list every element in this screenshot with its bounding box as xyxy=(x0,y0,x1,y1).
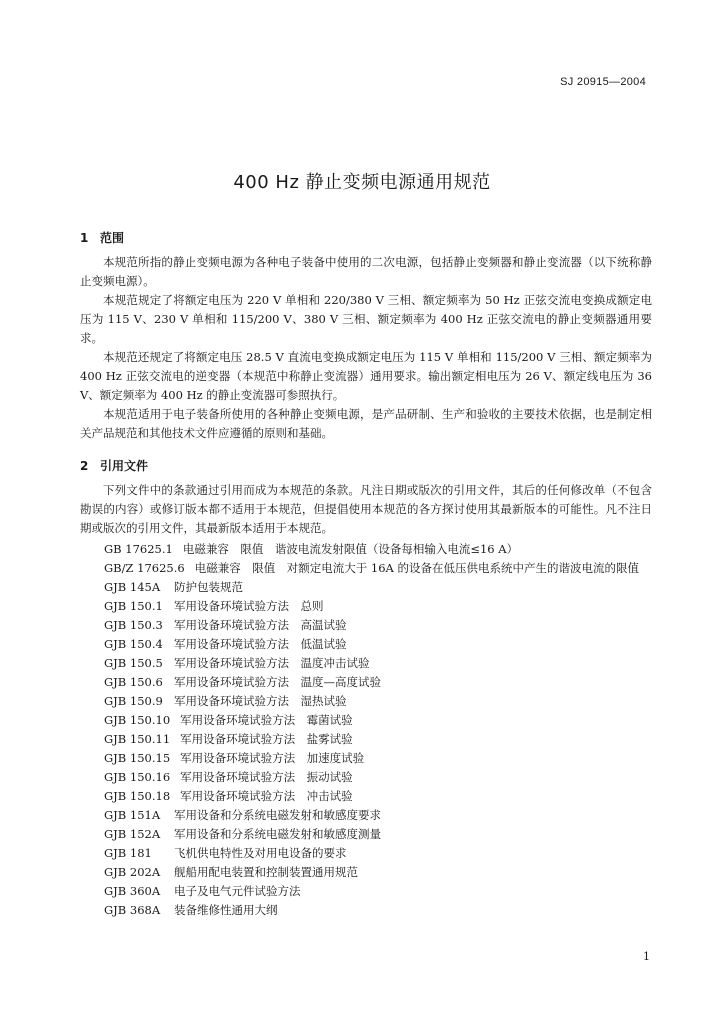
reference-title: 军用设备环境试验方法 高温试验 xyxy=(174,618,347,632)
reference-title: 军用设备环境试验方法 霉菌试验 xyxy=(180,713,353,727)
reference-title: 舰船用配电装置和控制装置通用规范 xyxy=(174,865,358,879)
reference-item xyxy=(80,806,652,825)
reference-title: 军用设备环境试验方法 振动试验 xyxy=(180,770,353,784)
reference-code: GJB 150.15 xyxy=(104,751,171,765)
reference-code: GJB 150.9 xyxy=(104,694,163,708)
reference-title: 军用设备和分系统电磁发射和敏感度要求 xyxy=(174,808,381,822)
reference-code: GJB 202A xyxy=(104,865,161,879)
reference-item xyxy=(80,635,652,654)
reference-code: GJB 152A xyxy=(104,827,161,841)
reference-item xyxy=(80,540,652,559)
reference-title: 军用设备环境试验方法 加速度试验 xyxy=(180,751,365,765)
reference-list xyxy=(80,540,652,920)
document-code: SJ 20915—2004 xyxy=(560,76,646,88)
reference-item xyxy=(80,711,652,730)
reference-title: 军用设备环境试验方法 温度—高度试验 xyxy=(174,675,381,689)
reference-item xyxy=(80,673,652,692)
reference-item xyxy=(80,616,652,635)
reference-code: GJB 150.11 xyxy=(104,732,171,746)
reference-item xyxy=(80,768,652,787)
reference-title: 电子及电气元件试验方法 xyxy=(174,884,301,898)
section-number: 1 xyxy=(80,231,89,245)
reference-code: GJB 150.16 xyxy=(104,770,171,784)
reference-code: GJB 150.6 xyxy=(104,675,163,689)
reference-title: 军用设备环境试验方法 温度冲击试验 xyxy=(174,656,370,670)
reference-code: GJB 181 xyxy=(104,846,152,860)
reference-item xyxy=(80,787,652,806)
scope-paragraph-1: 本规范所指的静止变频电源为各种电子装备中使用的二次电源，包括静止变频器和静止变流器（以下统称静止变频电源）。 xyxy=(80,255,652,288)
section-title: 范围 xyxy=(100,231,125,245)
scope-paragraph-3: 本规范还规定了将额定电压 28.5 V 直流电变换成额定电压为 115 V 单相和 115/200 V 三相、额定频率为 400 Hz 正弦交流电的逆变器（本规范中称静止变流器）通用要求。输出额定相电压为 26 V、额定线电压为 36 V、额定频率为 400 Hz 的静止变流器可参照执行。 xyxy=(80,350,652,402)
reference-code: GB 17625.1 xyxy=(104,542,173,556)
reference-item xyxy=(80,863,652,882)
section-1-heading xyxy=(80,229,124,246)
reference-title: 军用设备环境试验方法 湿热试验 xyxy=(174,694,347,708)
reference-item xyxy=(80,559,652,578)
reference-item xyxy=(80,730,652,749)
reference-code: GJB 145A xyxy=(104,580,161,594)
reference-item xyxy=(80,692,652,711)
reference-title: 军用设备环境试验方法 盐雾试验 xyxy=(180,732,353,746)
page-number: 1 xyxy=(643,950,650,963)
reference-title: 电磁兼容 限值 谐波电流发射限值（设备每相输入电流≤16 A） xyxy=(182,542,519,556)
reference-item xyxy=(80,882,652,901)
reference-code: GJB 150.18 xyxy=(104,789,171,803)
section-number: 2 xyxy=(80,459,89,473)
reference-title: 军用设备环境试验方法 低温试验 xyxy=(174,637,347,651)
reference-item xyxy=(80,825,652,844)
reference-title: 军用设备环境试验方法 冲击试验 xyxy=(180,789,353,803)
scope-paragraph-4: 本规范适用于电子装备所使用的各种静止变频电源，是产品研制、生产和验收的主要技术依据，也是制定相关产品规范和其他技术文件应遵循的原则和基础。 xyxy=(80,407,652,440)
reference-code: GJB 368A xyxy=(104,903,161,917)
reference-title: 飞机供电特性及对用电设备的要求 xyxy=(174,846,347,860)
reference-title: 军用设备环境试验方法 总则 xyxy=(174,599,324,613)
scope-paragraph-2: 本规范规定了将额定电压为 220 V 单相和 220/380 V 三相、额定频率为 50 Hz 正弦交流电变换成额定电压为 115 V、230 V 单相和 115/200 V、380 V 三相、额定频率为 400 Hz 正弦交流电的静止变频器通用要求。 xyxy=(80,293,652,345)
reference-title: 军用设备和分系统电磁发射和敏感度测量 xyxy=(174,827,381,841)
reference-code: GJB 360A xyxy=(104,884,161,898)
reference-item xyxy=(80,844,652,863)
reference-title: 装备维修性通用大纲 xyxy=(174,903,278,917)
reference-item xyxy=(80,901,652,920)
reference-title: 防护包装规范 xyxy=(174,580,243,594)
reference-item xyxy=(80,597,652,616)
reference-code: GJB 151A xyxy=(104,808,161,822)
reference-item xyxy=(80,654,652,673)
reference-code: GJB 150.4 xyxy=(104,637,163,651)
reference-code: GB/Z 17625.6 xyxy=(104,561,185,575)
section-2-heading xyxy=(80,457,148,474)
reference-code: GJB 150.3 xyxy=(104,618,163,632)
reference-code: GJB 150.10 xyxy=(104,713,171,727)
reference-title: 电磁兼容 限值 对额定电流大于 16A 的设备在低压供电系统中产生的谐波电流的限值 xyxy=(194,561,639,575)
reference-item xyxy=(80,578,652,597)
document-title: 400 Hz 静止变频电源通用规范 xyxy=(233,172,491,193)
reference-code: GJB 150.5 xyxy=(104,656,163,670)
reference-item xyxy=(80,749,652,768)
section-title: 引用文件 xyxy=(100,459,149,473)
references-paragraph: 下列文件中的条款通过引用而成为本规范的条款。凡注日期或版次的引用文件，其后的任何修改单（不包含勘误的内容）或修订版本都不适用于本规范，但提倡使用本规范的各方探讨使用其最新版本的可能性。凡不注日期或版次的引用文件，其最新版本适用于本规范。 xyxy=(80,483,652,535)
reference-code: GJB 150.1 xyxy=(104,599,163,613)
